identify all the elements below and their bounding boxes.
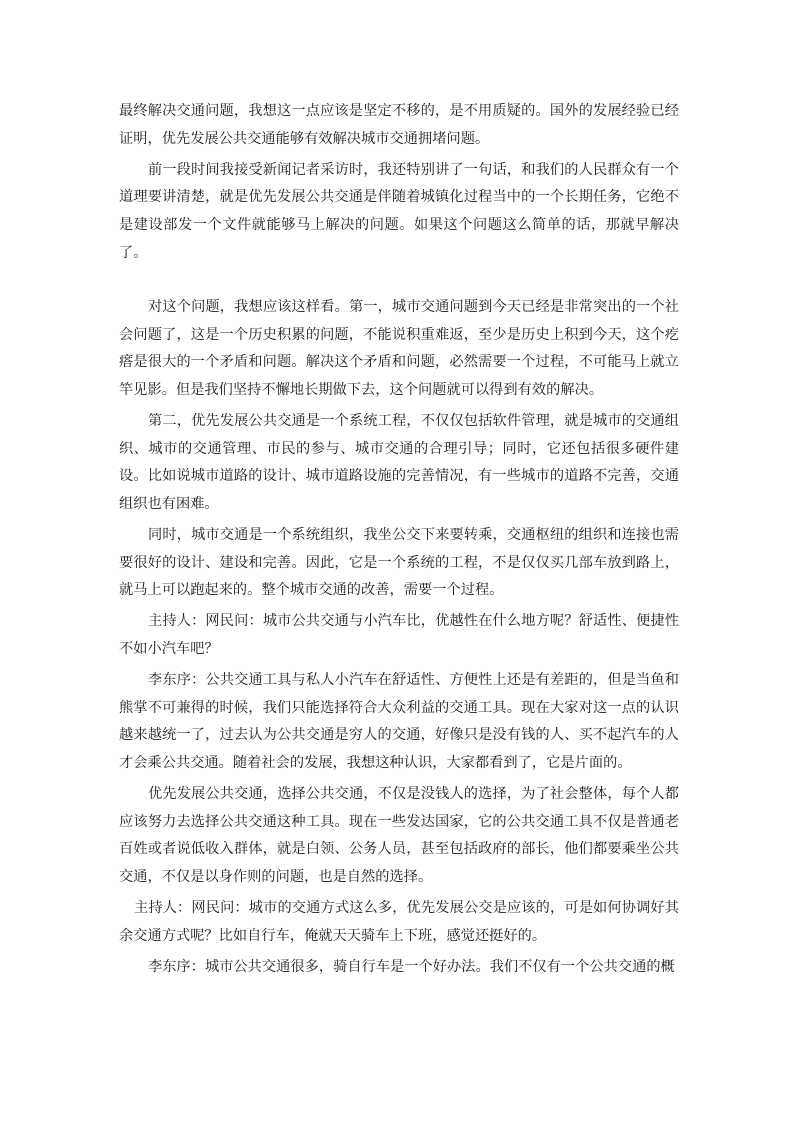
paragraph-1: 最终解决交通问题，我想这一点应该是坚定不移的，是不用质疑的。国外的发展经验已经证明，优先发展公共交通能够有效解决城市交通拥堵问题。 [119, 103, 679, 147]
paragraph-4: 第二，优先发展公共交通是一个系统工程，不仅仅包括软件管理，就是城市的交通组织、城市的交通管理、市民的参与、城市交通的合理引导；同时，它还包括很多硬件建设。比如说城市道路的设计、城市道路设施的完善情况，有一些城市的道路不完善，交通组织也有困难。 [119, 413, 679, 512]
paragraph-6: 主持人：网民问：城市公共交通与小汽车比，优越性在什么地方呢？舒适性、便捷性不如小汽车吧？ [119, 613, 679, 658]
paragraph-3: 对这个问题，我想应该这样看。第一，城市交通问题到今天已经是非常突出的一个社会问题了，这是一个历史积累的问题，不能说积重难返，至少是历史上积到今天，这个疙瘩是很大的一个矛盾和问题。解决这个矛盾和问题，必然需要一个过程，不可能马上就立竿见影。但是我们坚持不懈地长期做下去，这个问题就可以得到有效的解决。 [119, 299, 679, 398]
paragraph-10: 李东序：城市公共交通很多，骑自行车是一个好办法。我们不仅有一个公共交通的概 [148, 958, 675, 975]
paragraph-9: 主持人：网民问：城市的交通方式这么多，优先发展公交是应该的，可是如何协调好其余交通方式呢？比如自行车，俺就天天骑车上下班，感觉还挺好的。 [119, 900, 679, 944]
paragraph-5: 同时，城市交通是一个系统组织，我坐公交下来要转乘，交通枢纽的组织和连接也需要很好的设计、建设和完善。因此，它是一个系统的工程，不是仅仅买几部车放到路上，就马上可以跑起来的。整个城市交通的改善，需要一个过程。 [119, 527, 679, 599]
paragraph-7: 李东序：公共交通工具与私人小汽车在舒适性、方便性上还是有差距的，但是当鱼和熊掌不可兼得的时候，我们只能选择符合大众利益的交通工具。现在大家对这一点的认识越来越统一了，过去认为公共交通是穷人的交通，好像只是没有钱的人、买不起汽车的人才会乘公共交通。随着社会的发展，我想这种认识，大家都看到了，它是片面的。 [119, 672, 679, 772]
paragraph-2: 前一段时间我接受新闻记者采访时，我还特别讲了一句话，和我们的人民群众有一个道理要讲清楚，就是优先发展公共交通是伴随着城镇化过程当中的一个长期任务，它绝不是建设部发一个文件就能够马上解决的问题。如果这个问题这么简单的话，那就早解决了。 [119, 161, 679, 261]
paragraph-8: 优先发展公共交通，选择公共交通，不仅是没钱人的选择，为了社会整体，每个人都应该努力去选择公共交通这种工具。现在一些发达国家，它的公共交通工具不仅是普通老百姓或者说低收入群体，就是白领、公务人员，甚至包括政府的部长，他们都要乘坐公共交通，不仅是以身作则的问题，也是自然的选择。 [119, 786, 679, 885]
document-body [119, 98, 679, 985]
